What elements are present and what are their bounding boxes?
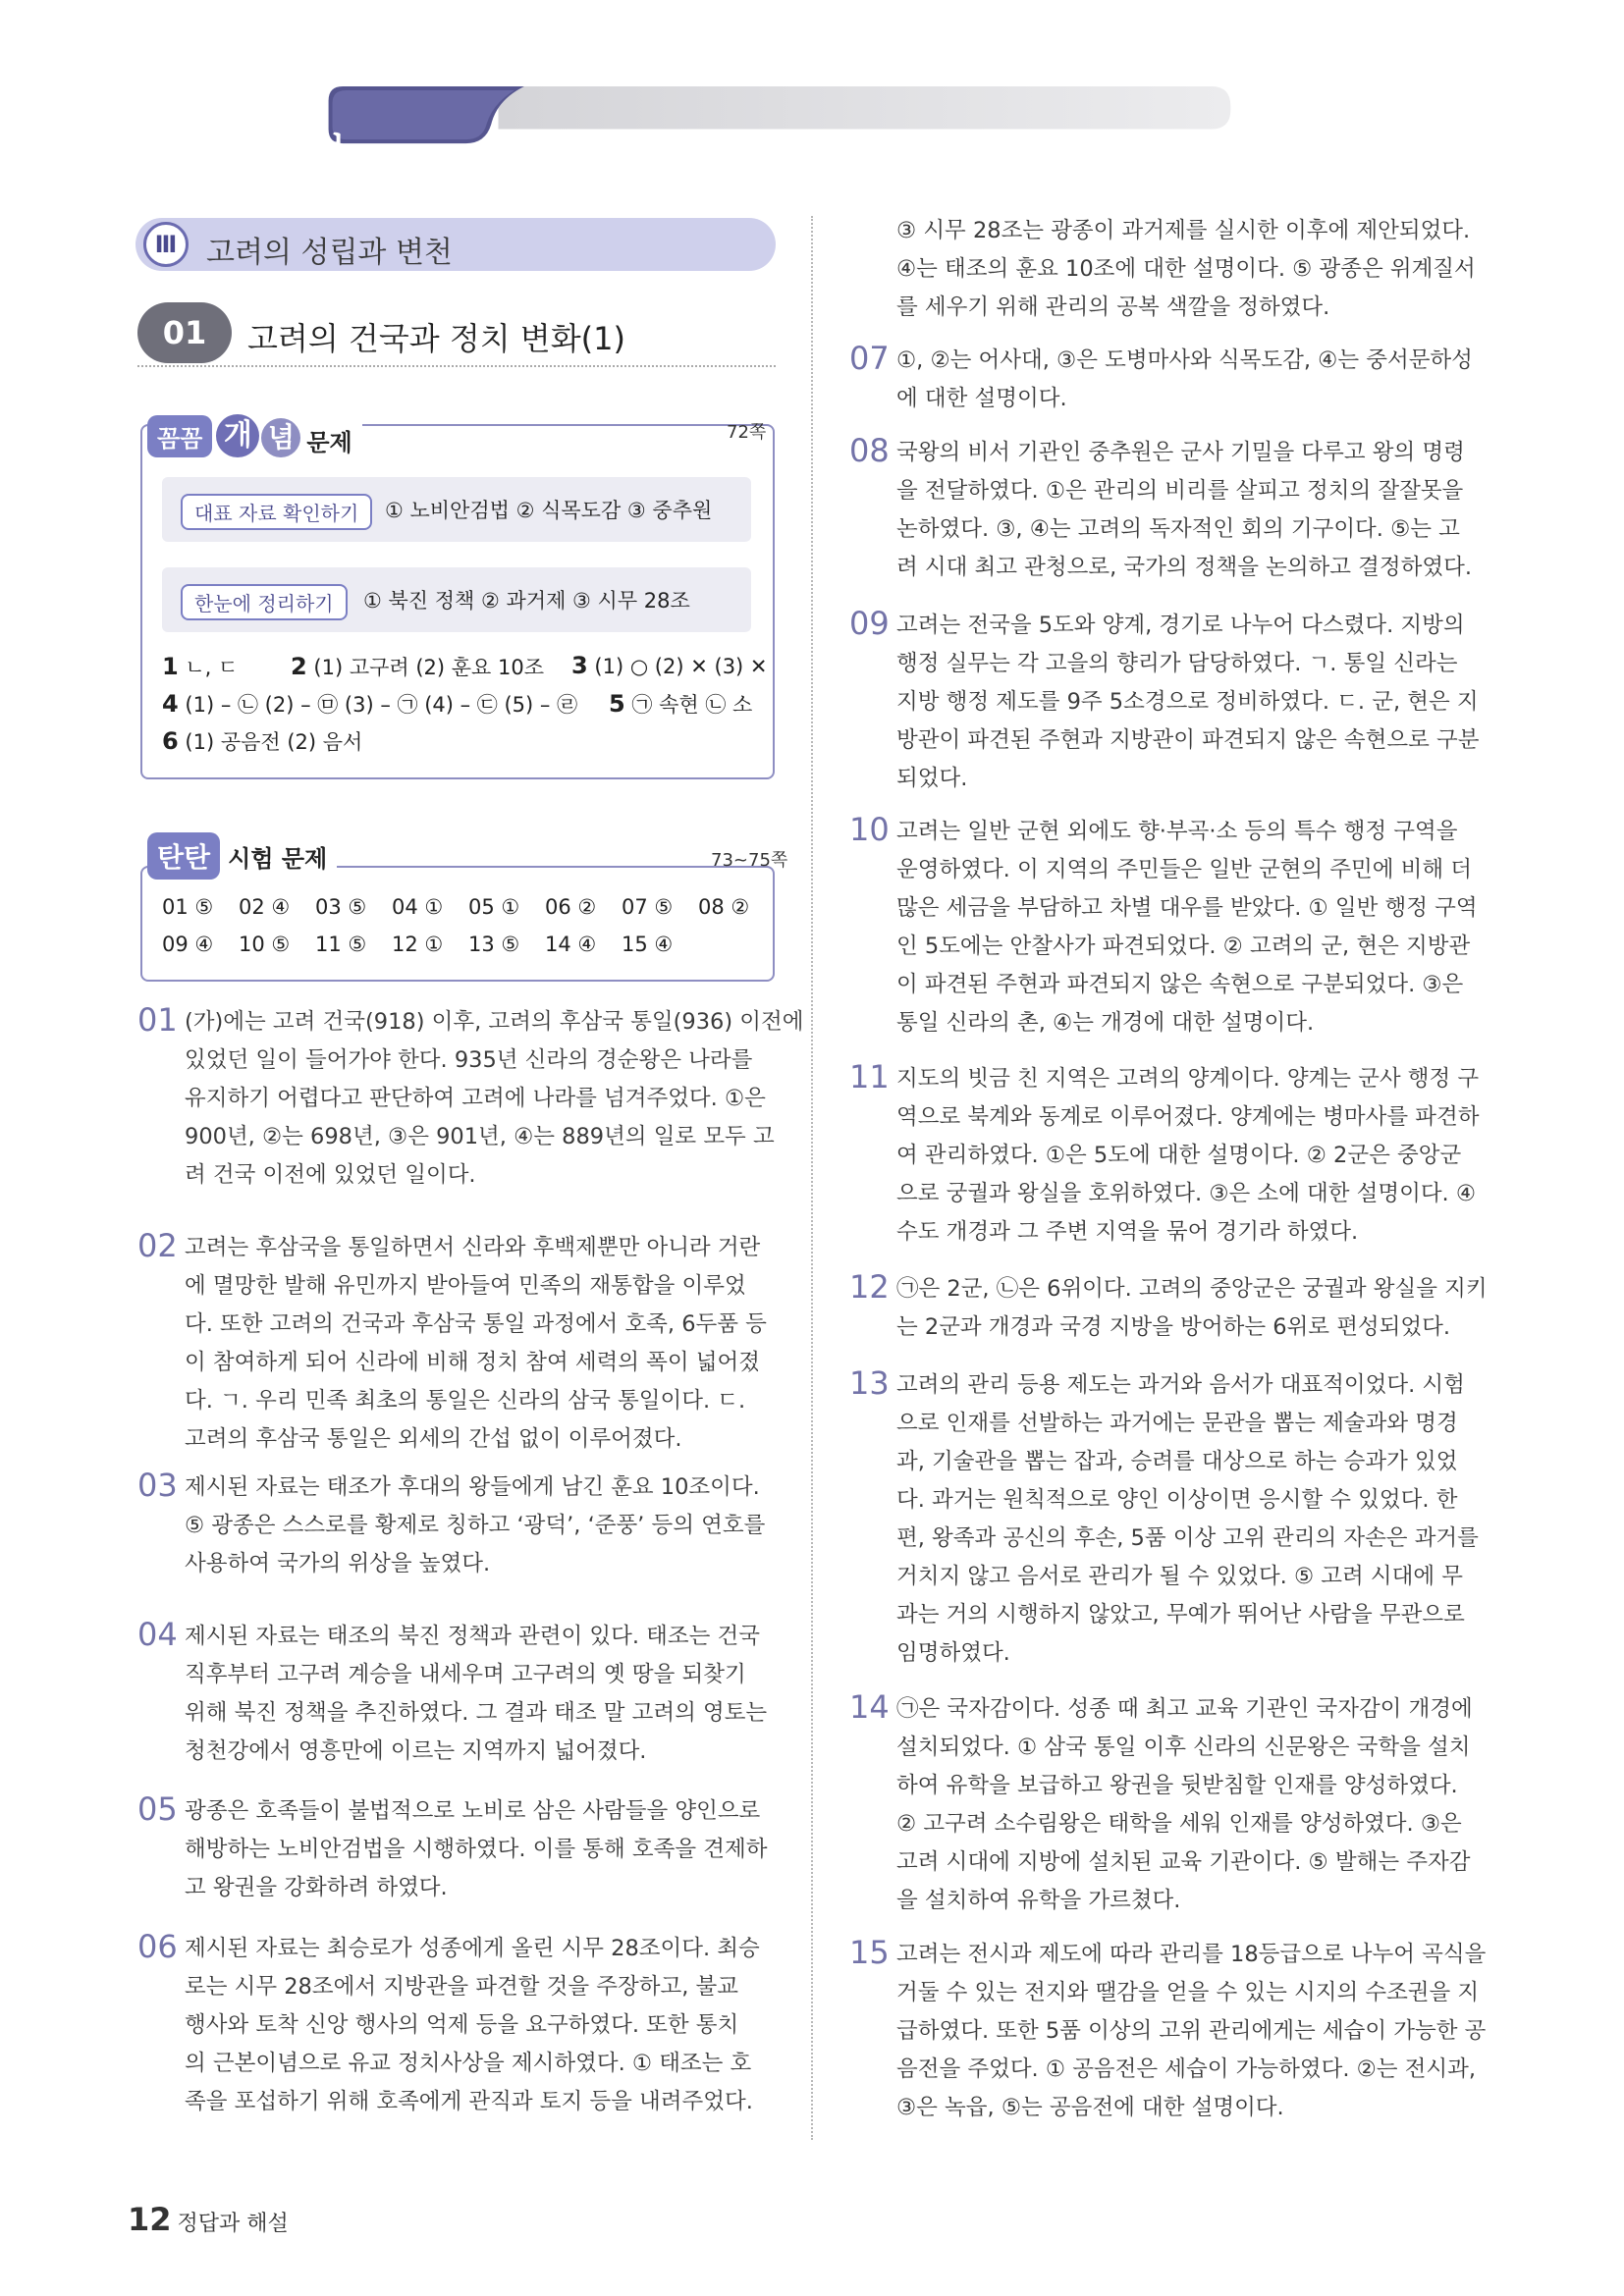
explanation-line: 하여 유학을 보급하고 왕권을 뒷받침할 인재를 양성하였다. xyxy=(896,1773,1458,1798)
explanation-line: 으로 인재를 선발하는 과거에는 문관을 뽑는 제술과와 명경 xyxy=(896,1411,1458,1436)
explanation-line: 이 참여하게 되어 신라에 비해 정치 참여 세력의 폭이 넓어졌 xyxy=(185,1350,761,1375)
explanation-line: 음전을 주었다. ① 공음전은 세습이 가능하였다. ②는 전시과, xyxy=(896,2056,1477,2082)
exam-page: 73~75쪽 xyxy=(711,850,788,871)
explanation-line: 논하였다. ③, ④는 고려의 독자적인 회의 기구이다. ⑤는 고 xyxy=(896,516,1460,542)
concept-tag-3: 념 xyxy=(261,418,300,457)
question-number: 04 xyxy=(137,1616,178,1653)
concept-page: 72쪽 xyxy=(727,422,767,443)
section-underline xyxy=(137,365,776,367)
explanation-line: 로는 시무 28조에서 지방관을 파견할 것을 주장하고, 불교 xyxy=(185,1974,739,2000)
explanation-line: 되었다. xyxy=(896,766,968,791)
explanation-line: 광종은 호족들이 불법적으로 노비로 삼은 사람들을 양인으로 xyxy=(185,1798,761,1824)
explanation-line: 직후부터 고구려 계승을 내세우며 고구려의 옛 땅을 되찾기 xyxy=(185,1662,746,1687)
explanation-line: 급하였다. 또한 5품 이상의 고위 관리에게는 세습이 가능한 공 xyxy=(896,2018,1487,2044)
column-divider xyxy=(811,216,813,2140)
footer xyxy=(128,2201,289,2238)
explanation-line: ③ 시무 28조는 광종이 과거제를 실시한 이후에 제안되었다. xyxy=(896,218,1471,243)
explanation-line: 다. ㄱ. 우리 민족 최초의 통일은 신라의 삼국 통일이다. ㄷ. xyxy=(185,1388,746,1414)
explanation-line: 고려는 일반 군현 외에도 향·부곡·소 등의 특수 행정 구역을 xyxy=(896,819,1458,844)
exam-answer: 07 ⑤ xyxy=(622,895,674,919)
question-number: 01 xyxy=(137,1001,178,1039)
explanation-line: 을 설치하여 유학을 가르쳤다. xyxy=(896,1888,1181,1913)
exam-answer: 13 ⑤ xyxy=(468,933,520,956)
exam-answer: 11 ⑤ xyxy=(315,933,367,956)
section-number: 01 xyxy=(137,302,232,363)
question-number: 07 xyxy=(849,340,890,377)
row1-items: ① 노비안검법 ② 식목도감 ③ 중추원 xyxy=(385,499,713,522)
explanation-line: ④는 태조의 훈요 10조에 대한 설명이다. ⑤ 광종은 위계질서 xyxy=(896,256,1476,282)
section-title: 고려의 건국과 정치 변화(1) xyxy=(247,320,625,357)
footer-label: 정답과 해설 xyxy=(177,2212,289,2236)
explanation-line: 제시된 자료는 최승로가 성종에게 올린 시무 28조이다. 최승 xyxy=(185,1936,760,1961)
concept-answer-4: 4 (1) – ㉡ (2) – ㉤ (3) – ㉠ (4) – ㉢ (5) – ㉣ xyxy=(162,690,578,718)
concept-answer-1: 1 ㄴ, ㄷ xyxy=(162,653,239,680)
concept-answer-2: 2 (1) 고구려 (2) 훈요 10조 xyxy=(291,653,545,680)
question-number: 14 xyxy=(849,1688,890,1726)
explanation-line: 많은 세금을 부담하고 차별 대우를 받았다. ① 일반 행정 구역 xyxy=(896,895,1478,921)
explanation-line: 의 근본이념으로 유교 정치사상을 제시하였다. ① 태조는 호 xyxy=(185,2051,752,2076)
explanation-line: 행정 실무는 각 고을의 향리가 담당하였다. ㄱ. 통일 신라는 xyxy=(896,651,1458,676)
explanation-line: 역으로 북계와 동계로 이루어졌다. 양계에는 병마사를 파견하 xyxy=(896,1104,1480,1130)
exam-answer: 05 ① xyxy=(468,895,520,919)
header-title: 정답과 해설 xyxy=(147,131,347,174)
exam-answer: 14 ④ xyxy=(545,933,597,956)
explanation-line: 이 파견된 주현과 파견되지 않은 속현으로 구분되었다. ③은 xyxy=(896,972,1464,997)
row2-label: 한눈에 정리하기 xyxy=(181,584,348,620)
explanation-line: 제시된 자료는 태조의 북진 정책과 관련이 있다. 태조는 건국 xyxy=(185,1624,761,1649)
exam-answer: 01 ⑤ xyxy=(162,895,214,919)
concept-tag-2: 개 xyxy=(216,414,259,457)
explanation-line: 방관이 파견된 주현과 지방관이 파견되지 않은 속현으로 구분 xyxy=(896,727,1480,753)
concept-answer-5: 5 ㉠ 속현 ㉡ 소 xyxy=(609,690,753,718)
exam-answer: 12 ① xyxy=(392,933,444,956)
explanation-line: 려 건국 이전에 있었던 일이다. xyxy=(185,1162,476,1188)
club-icon xyxy=(1402,110,1445,153)
explanation-line: ② 고구려 소수림왕은 태학을 세워 인재를 양성하였다. ③은 xyxy=(896,1811,1462,1837)
exam-answer: 15 ④ xyxy=(622,933,674,956)
explanation-line: 행사와 토착 신앙 행사의 억제 등을 요구하였다. 또한 통치 xyxy=(185,2012,739,2038)
explanation-line: 거치지 않고 음서로 관리가 될 수 있었다. ⑤ 고려 시대에 무 xyxy=(896,1564,1464,1589)
explanation-line: 고 왕권을 강화하려 하였다. xyxy=(185,1875,448,1900)
explanation-line: ⑤ 광종은 스스로를 황제로 칭하고 ‘광덕’, ‘준풍’ 등의 연호를 xyxy=(185,1513,766,1538)
exam-answer: 09 ④ xyxy=(162,933,214,956)
concept-label: 문제 xyxy=(306,429,352,456)
unit-title: 고려의 성립과 변천 xyxy=(206,236,453,270)
question-number: 05 xyxy=(137,1790,178,1828)
explanation-line: 위해 북진 정책을 추진하였다. 그 결과 태조 말 고려의 영토는 xyxy=(185,1700,768,1726)
explanation-line: 에 대한 설명이다. xyxy=(896,386,1067,411)
exam-answer: 08 ② xyxy=(698,895,750,919)
unit-number: Ⅲ xyxy=(143,222,189,267)
explanation-line: ㉠은 국자감이다. 성종 때 최고 교육 기관인 국자감이 개경에 xyxy=(896,1696,1473,1722)
explanation-line: 를 세우기 위해 관리의 공복 색깔을 정하였다. xyxy=(896,294,1330,320)
explanation-line: 지도의 빗금 친 지역은 고려의 양계이다. 양계는 군사 행정 구 xyxy=(896,1066,1480,1092)
explanation-line: 사용하여 국가의 위상을 높였다. xyxy=(185,1551,491,1576)
exam-answer: 10 ⑤ xyxy=(239,933,291,956)
explanation-line: ③은 녹읍, ⑤는 공음전에 대한 설명이다. xyxy=(896,2095,1284,2120)
explanation-line: 설치되었다. ① 삼국 통일 이후 신라의 신문왕은 국학을 설치 xyxy=(896,1735,1471,1760)
explanation-line: 수도 개경과 그 주변 지역을 묶어 경기라 하였다. xyxy=(896,1219,1359,1245)
explanation-line: 고려는 전시과 제도에 따라 관리를 18등급으로 나누어 곡식을 xyxy=(896,1942,1487,1967)
concept-header xyxy=(147,404,362,457)
explanation-line: 고려는 후삼국을 통일하면서 신라와 후백제뿐만 아니라 거란 xyxy=(185,1235,761,1260)
explanation-line: 거둘 수 있는 전지와 땔감을 얻을 수 있는 시지의 수조권을 지 xyxy=(896,1980,1480,2005)
question-number: 10 xyxy=(849,811,890,848)
exam-answers-row-1 xyxy=(162,895,775,919)
explanation-line: 인 5도에는 안찰사가 파견되었다. ② 고려의 군, 현은 지방관 xyxy=(896,934,1471,959)
explanation-line: 고려의 관리 등용 제도는 과거와 음서가 대표적이었다. 시험 xyxy=(896,1372,1465,1398)
row1-label: 대표 자료 확인하기 xyxy=(181,494,372,530)
exam-box xyxy=(140,866,775,982)
explanation-line: 다. 과거는 원칙적으로 양인 이상이면 응시할 수 있었다. 한 xyxy=(896,1487,1458,1513)
footer-page-number: 12 xyxy=(128,2201,172,2238)
question-number: 15 xyxy=(849,1934,890,1971)
explanation-line: 고려는 전국을 5도와 양계, 경기로 나누어 다스렸다. 지방의 xyxy=(896,613,1465,638)
explanation-line: 족을 포섭하기 위해 호족에게 관직과 토지 등을 내려주었다. xyxy=(185,2089,753,2114)
explanation-line: 려 시대 최고 관청으로, 국가의 정책을 논의하고 결정하였다. xyxy=(896,555,1473,580)
exam-answer: 02 ④ xyxy=(239,895,291,919)
explanation-line: 제시된 자료는 태조가 후대의 왕들에게 남긴 훈요 10조이다. xyxy=(185,1474,760,1500)
concept-tag: 꼼꼼 xyxy=(147,415,212,457)
exam-header xyxy=(147,832,337,880)
explanation-line: ①, ②는 어사대, ③은 도병마사와 식목도감, ④는 중서문하성 xyxy=(896,347,1473,373)
exam-answer: 04 ① xyxy=(392,895,444,919)
explanation-line: 여 관리하였다. ①은 5도에 대한 설명이다. ② 2군은 중앙군 xyxy=(896,1143,1462,1168)
question-number: 08 xyxy=(849,432,890,469)
exam-label: 시험 문제 xyxy=(228,844,328,873)
exam-answer: 06 ② xyxy=(545,895,597,919)
row2-items: ① 북진 정책 ② 과거제 ③ 시무 28조 xyxy=(363,589,690,613)
explanation-line: 고려 시대에 지방에 설치된 교육 기관이다. ⑤ 발해는 주자감 xyxy=(896,1849,1471,1875)
question-number: 11 xyxy=(849,1058,890,1095)
explanation-line: 지방 행정 제도를 9주 5소경으로 정비하였다. ㄷ. 군, 현은 지 xyxy=(896,689,1479,715)
question-number: 13 xyxy=(849,1364,890,1402)
explanation-line: 에 멸망한 발해 유민까지 받아들여 민족의 재통합을 이루었 xyxy=(185,1273,746,1299)
question-number: 02 xyxy=(137,1227,178,1264)
explanation-line: 통일 신라의 촌, ④는 개경에 대한 설명이다. xyxy=(896,1010,1315,1036)
question-number: 12 xyxy=(849,1268,890,1306)
explanation-line: 과, 기술관을 뽑는 잡과, 승려를 대상으로 하는 승과가 있었 xyxy=(896,1449,1458,1474)
question-number: 03 xyxy=(137,1467,178,1504)
explanation-line: ㉠은 2군, ㉡은 6위이다. 고려의 중앙군은 궁궐과 왕실을 지키 xyxy=(896,1276,1488,1302)
explanation-line: 다. 또한 고려의 건국과 후삼국 통일 과정에서 호족, 6두품 등 xyxy=(185,1311,767,1337)
explanation-line: 900년, ②는 698년, ③은 901년, ④는 889년의 일로 모두 고 xyxy=(185,1124,775,1149)
explanation-line: (가)에는 고려 건국(918) 이후, 고려의 후삼국 통일(936) 이전에 xyxy=(185,1009,804,1035)
concept-answer-6: 6 (1) 공음전 (2) 음서 xyxy=(162,727,363,755)
explanation-line: 유지하기 어렵다고 판단하여 고려에 나라를 넘겨주었다. ①은 xyxy=(185,1086,766,1111)
question-number: 09 xyxy=(849,605,890,642)
header-page-number: 1 xyxy=(1367,114,1393,157)
exam-answer: 03 ⑤ xyxy=(315,895,367,919)
explanation-line: 으로 궁궐과 왕실을 호위하였다. ③은 소에 대한 설명이다. ④ xyxy=(896,1181,1477,1206)
explanation-line: 과는 거의 시행하지 않았고, 무예가 뛰어난 사람을 무관으로 xyxy=(896,1602,1465,1628)
explanation-line: 있었던 일이 들어가야 한다. 935년 신라의 경순왕은 나라를 xyxy=(185,1047,753,1073)
explanation-line: 을 전달하였다. ①은 관리의 비리를 살피고 정치의 잘잘못을 xyxy=(896,478,1464,504)
explanation-line: 해방하는 노비안검법을 시행하였다. 이를 통해 호족을 견제하 xyxy=(185,1837,768,1862)
explanation-line: 청천강에서 영흥만에 이르는 지역까지 넓어졌다. xyxy=(185,1738,647,1764)
explanation-line: 국왕의 비서 기관인 중추원은 군사 기밀을 다루고 왕의 명령 xyxy=(896,440,1465,465)
exam-tag: 탄탄 xyxy=(147,832,220,880)
explanation-line: 편, 왕족과 공신의 후손, 5품 이상 고위 관리의 자손은 과거를 xyxy=(896,1525,1479,1551)
explanation-line: 운영하였다. 이 지역의 주민들은 일반 군현의 주민에 비해 더 xyxy=(896,857,1473,882)
exam-answers-row-2 xyxy=(162,933,698,956)
explanation-line: 는 2군과 개경과 국경 지방을 방어하는 6위로 편성되었다. xyxy=(896,1314,1451,1340)
explanation-line: 고려의 후삼국 통일은 외세의 간섭 없이 이루어졌다. xyxy=(185,1426,682,1452)
explanation-line: 임명하였다. xyxy=(896,1640,1010,1666)
question-number: 06 xyxy=(137,1928,178,1965)
concept-answer-3: 3 (1) ○ (2) ✕ (3) ✕ xyxy=(571,652,768,679)
